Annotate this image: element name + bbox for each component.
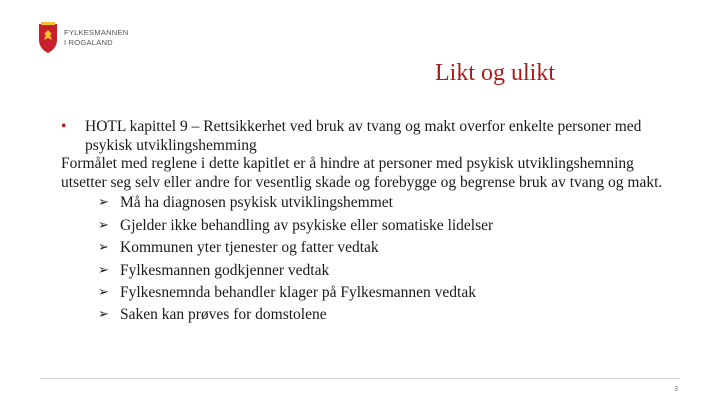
list-item — [98, 192, 671, 214]
purpose-paragraph: Formålet med reglene i dette kapitlet er å hindre at personer med psykisk utviklingshemning utsetter seg selv eller andre for vesentlig skade og forebygge og begrense bruk av tvang og makt. — [61, 155, 663, 191]
list-item — [98, 215, 671, 237]
slide-body — [61, 118, 671, 327]
org-name-line1: FYLKESMANNEN — [64, 28, 129, 37]
main-bullet-text: HOTL kapittel 9 – Rettsikkerhet ved bruk av tvang og makt overfor enkelte personer med psykisk utviklingshemming — [85, 118, 642, 154]
coat-of-arms-icon — [37, 22, 59, 54]
list-item-text: Gjelder ikke behandling av psykiske eller somatiske lidelser — [120, 216, 494, 234]
org-name-line2: I ROGALAND — [64, 38, 113, 47]
list-item — [98, 260, 671, 282]
list-item-text: Saken kan prøves for domstolene — [120, 306, 327, 324]
list-item-text: Kommunen yter tjenester og fatter vedtak — [120, 239, 379, 257]
list-item — [98, 304, 671, 326]
arrow-bullet-icon: ➢ — [98, 262, 109, 278]
list-item — [98, 237, 671, 259]
arrow-bullet-icon: ➢ — [98, 217, 109, 233]
list-item-text: Fylkesmannen godkjenner vedtak — [120, 261, 330, 279]
org-name — [64, 28, 128, 48]
main-bullet — [61, 118, 671, 155]
bullet-dot-icon: • — [61, 118, 67, 135]
page-number: 3 — [674, 386, 678, 393]
arrow-bullet-icon: ➢ — [98, 285, 109, 300]
list-item-text: Må ha diagnosen psykisk utviklingshemmet — [120, 194, 393, 212]
footer-divider — [40, 378, 680, 379]
list-item — [98, 282, 671, 304]
arrow-bullet-icon: ➢ — [98, 240, 109, 256]
arrow-bullet-icon: ➢ — [98, 307, 109, 323]
list-item-text: Fylkesnemnda behandler klager på Fylkesmannen vedtak — [120, 284, 476, 301]
arrow-list — [61, 192, 671, 326]
arrow-bullet-icon: ➢ — [98, 195, 109, 211]
org-logo — [37, 22, 137, 56]
slide-title: Likt og ulikt — [435, 60, 555, 86]
